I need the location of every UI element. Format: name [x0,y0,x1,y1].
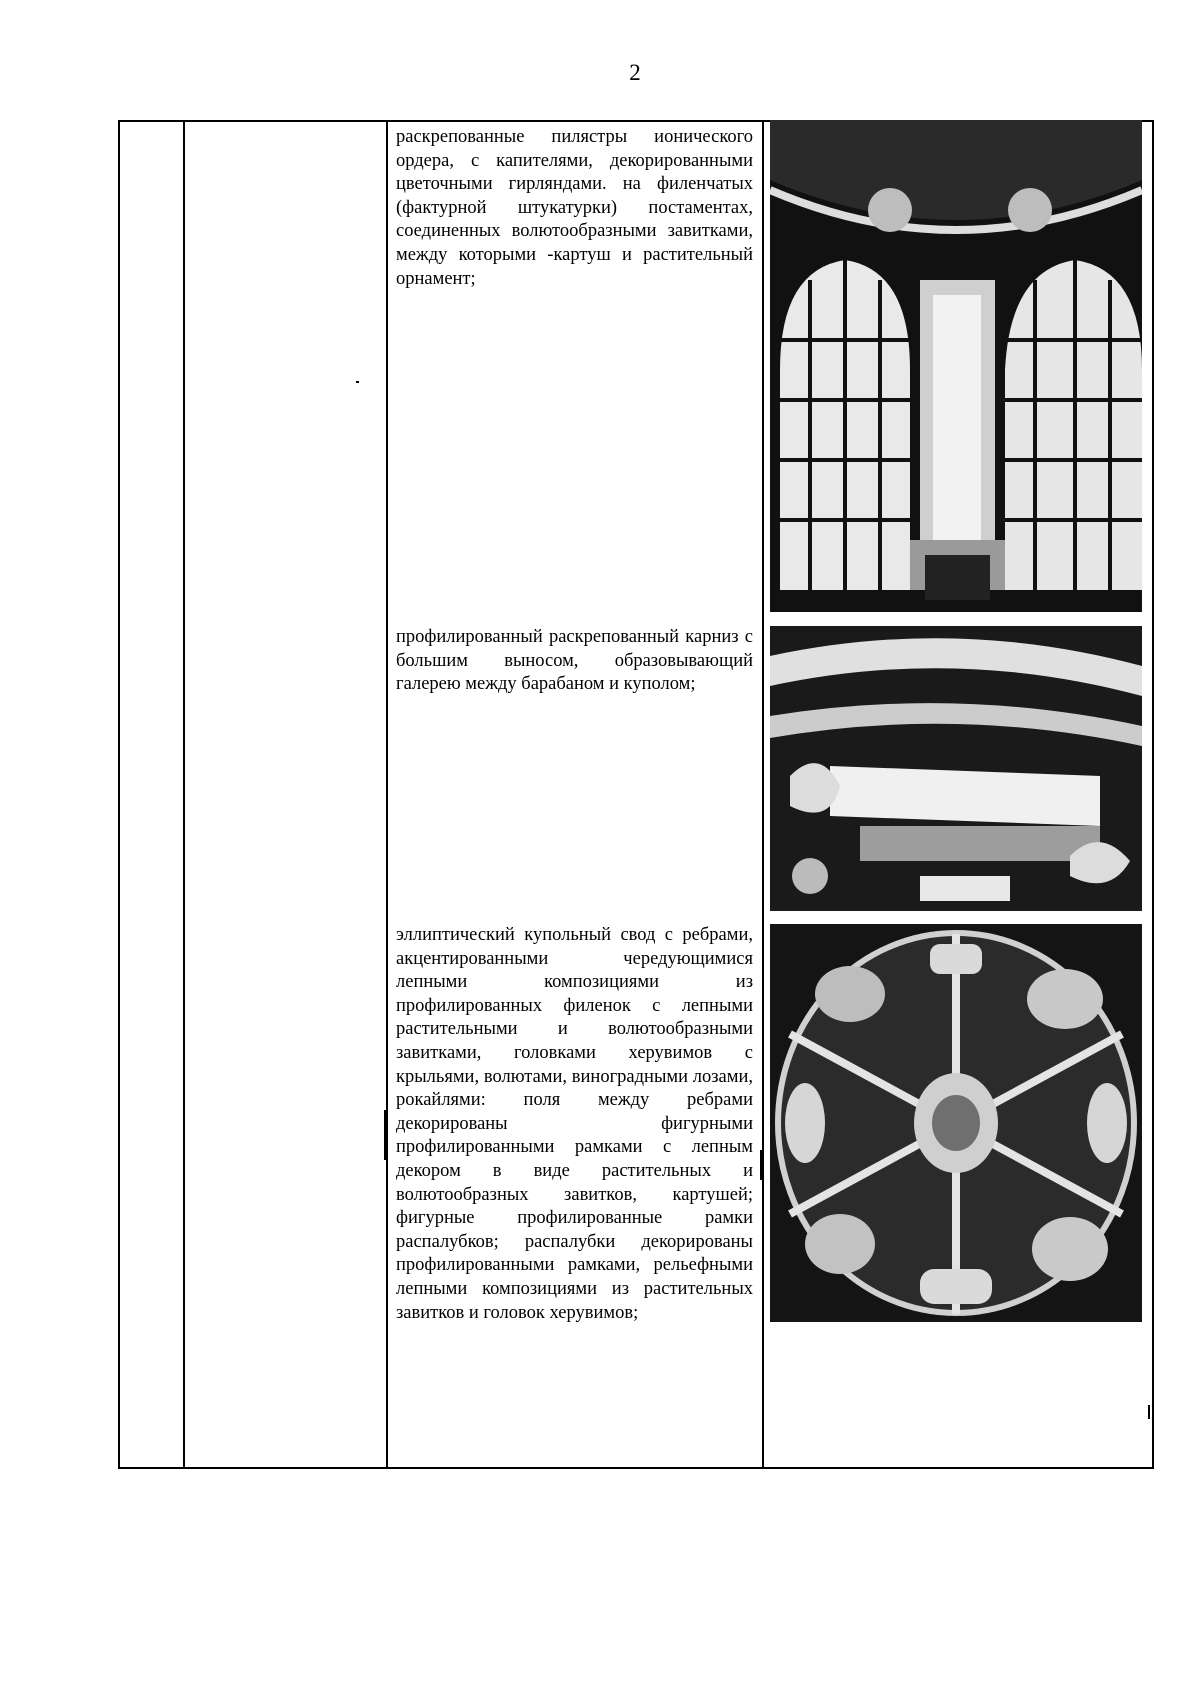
table-bottom-border [118,1467,1154,1469]
scan-mark [1148,1405,1150,1419]
row-3-description: эллиптический купольный свод с ребрами, акцентированными чередующимися лепными композициями из профилированных филенок с лепными растительными и волютообразными завитками, головками херувимов с крыльями, волютами, виноградными лозами, рокайлями: поля между ребрами декорированы фигурными профилированными рамками с лепным декором в виде растительных и волютообразных завитков, картушей; фигурные профилированные рамки распалубков; распалубки декорированы профилированными рамками, рельефными лепными композициями из растительных завитков и головок херувимов; [396,925,753,1323]
photo-dome-vault [770,924,1142,1322]
photo-cornice-gallery [770,626,1142,911]
scan-mark [356,381,359,383]
column-border-2 [183,120,185,1468]
scan-mark [118,1262,120,1292]
column-border-3 [386,120,388,1468]
photo-drum-interior [770,120,1142,612]
scan-mark [760,1150,762,1180]
page-number: 2 [629,60,641,85]
column-border-4 [762,120,764,1468]
column-border-5 [1152,120,1154,1468]
row-1-description: раскрепованные пилястры ионического ордера, с капителями, декорированными цветочными гирляндами. на филенчатых (фактурной штукатурки) постаментах, соединенных волютообразными завитками, между которыми -картуш и растительный орнамент; [396,127,753,289]
scan-mark [384,1110,386,1160]
row-2-description: профилированный раскрепованный карниз с большим выносом, образовывающий галерею между барабаном и куполом; [396,627,753,695]
